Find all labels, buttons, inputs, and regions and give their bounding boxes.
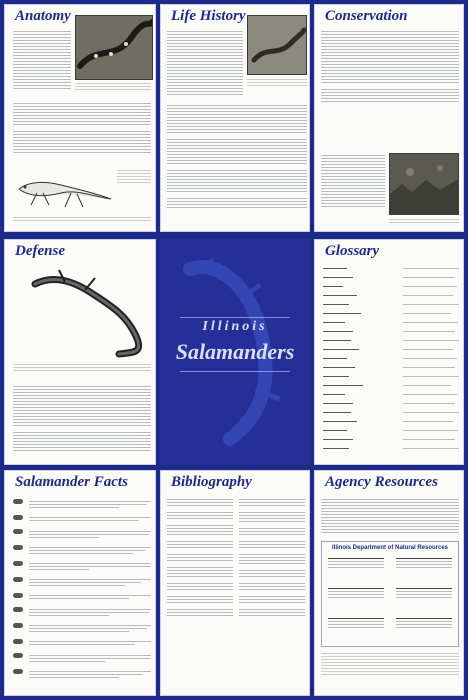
panel-title-defense: Defense xyxy=(15,243,65,259)
glossary-row xyxy=(323,286,459,295)
salamander-bullet-icon xyxy=(13,593,23,598)
anatomy-caption-lines xyxy=(75,83,151,92)
glossary-row xyxy=(323,340,459,349)
panel-glossary xyxy=(314,239,464,465)
glossary-row xyxy=(323,385,459,394)
salamander-bullet-icon xyxy=(13,669,23,674)
agency-office-6 xyxy=(396,618,452,630)
glossary-row xyxy=(323,322,459,331)
life-history-text-left xyxy=(167,31,243,97)
salamander-bullet-icon xyxy=(13,623,23,628)
salamander-bullet-icon xyxy=(13,499,23,504)
anatomy-text-top xyxy=(13,31,71,91)
conservation-photo-caption xyxy=(389,219,459,225)
poster-title-state: Illinois xyxy=(202,319,268,334)
title-rule-top xyxy=(180,317,290,318)
salamander-diagram-icon xyxy=(15,167,115,212)
larva-photo-icon xyxy=(248,16,307,75)
habitat-photo-icon xyxy=(390,154,459,215)
anatomy-diagram xyxy=(15,167,115,212)
glossary-row xyxy=(323,376,459,385)
defense-illustration xyxy=(15,264,147,360)
salamander-illustration-icon xyxy=(15,264,147,360)
poster-title-main: Salamanders xyxy=(175,339,295,364)
glossary-row xyxy=(323,421,459,430)
salamander-bullet-icon xyxy=(13,577,23,582)
bibliography-column-left xyxy=(167,499,233,618)
glossary-row xyxy=(323,268,459,277)
glossary-row xyxy=(323,358,459,367)
glossary-row xyxy=(323,331,459,340)
agency-office-2 xyxy=(396,558,452,570)
salamander-photo-icon xyxy=(76,16,153,80)
life-history-photo xyxy=(247,15,307,75)
salamander-bullet-icon xyxy=(13,607,23,612)
salamander-bullet-icon xyxy=(13,639,23,644)
agency-office-3 xyxy=(328,588,384,600)
salamander-bullet-icon xyxy=(13,529,23,534)
anatomy-text-middle xyxy=(13,103,151,155)
panel-title-facts: Salamander Facts xyxy=(15,474,128,490)
glossary-row xyxy=(323,394,459,403)
glossary-row xyxy=(323,439,459,448)
agency-office-5 xyxy=(328,618,384,630)
panel-title-conservation: Conservation xyxy=(325,8,408,24)
glossary-row xyxy=(323,277,459,286)
glossary-row xyxy=(323,349,459,358)
defense-caption xyxy=(13,364,151,373)
poster-title-block xyxy=(160,239,310,465)
glossary-row xyxy=(323,412,459,421)
salamander-bullet-icon xyxy=(13,545,23,550)
life-history-text-body xyxy=(167,105,307,210)
glossary-row xyxy=(323,313,459,322)
agency-footer-text xyxy=(321,653,459,677)
glossary-row xyxy=(323,448,459,457)
panel-life-history xyxy=(160,4,310,232)
glossary-list xyxy=(323,268,459,462)
title-rule-bottom xyxy=(180,371,290,372)
defense-text xyxy=(13,386,151,453)
bibliography-column-right xyxy=(239,499,305,618)
agency-office-1 xyxy=(328,558,384,570)
panel-facts xyxy=(4,470,156,696)
agency-intro-text xyxy=(321,499,459,535)
conservation-photo xyxy=(389,153,459,215)
panel-title-glossary: Glossary xyxy=(325,243,380,259)
agency-office-4 xyxy=(396,588,452,600)
panel-title-agency: Agency Resources xyxy=(325,474,438,490)
salamander-bullet-icon xyxy=(13,561,23,566)
salamander-bullet-icon xyxy=(13,515,23,520)
panel-defense xyxy=(4,239,156,465)
glossary-row xyxy=(323,367,459,376)
panel-title-life-history: Life History xyxy=(171,8,246,24)
anatomy-diagram-labels xyxy=(117,170,151,185)
panel-conservation xyxy=(314,4,464,232)
agency-department-box xyxy=(321,541,459,647)
glossary-row xyxy=(323,295,459,304)
panel-agency xyxy=(314,470,464,696)
panel-anatomy xyxy=(4,4,156,232)
glossary-row xyxy=(323,430,459,439)
glossary-row xyxy=(323,304,459,313)
conservation-text-left xyxy=(321,155,385,209)
conservation-text-top xyxy=(321,31,459,104)
glossary-row xyxy=(323,403,459,412)
panel-title-anatomy: Anatomy xyxy=(15,8,71,24)
agency-department-name: Illinois Department of Natural Resources xyxy=(331,545,449,551)
salamander-bullet-icon xyxy=(13,653,23,658)
panel-title-bibliography: Bibliography xyxy=(171,474,252,490)
anatomy-photo xyxy=(75,15,153,80)
facts-list xyxy=(5,499,156,695)
anatomy-diagram-caption xyxy=(13,217,151,223)
life-history-photo-caption xyxy=(247,79,307,88)
panel-bibliography xyxy=(160,470,310,696)
